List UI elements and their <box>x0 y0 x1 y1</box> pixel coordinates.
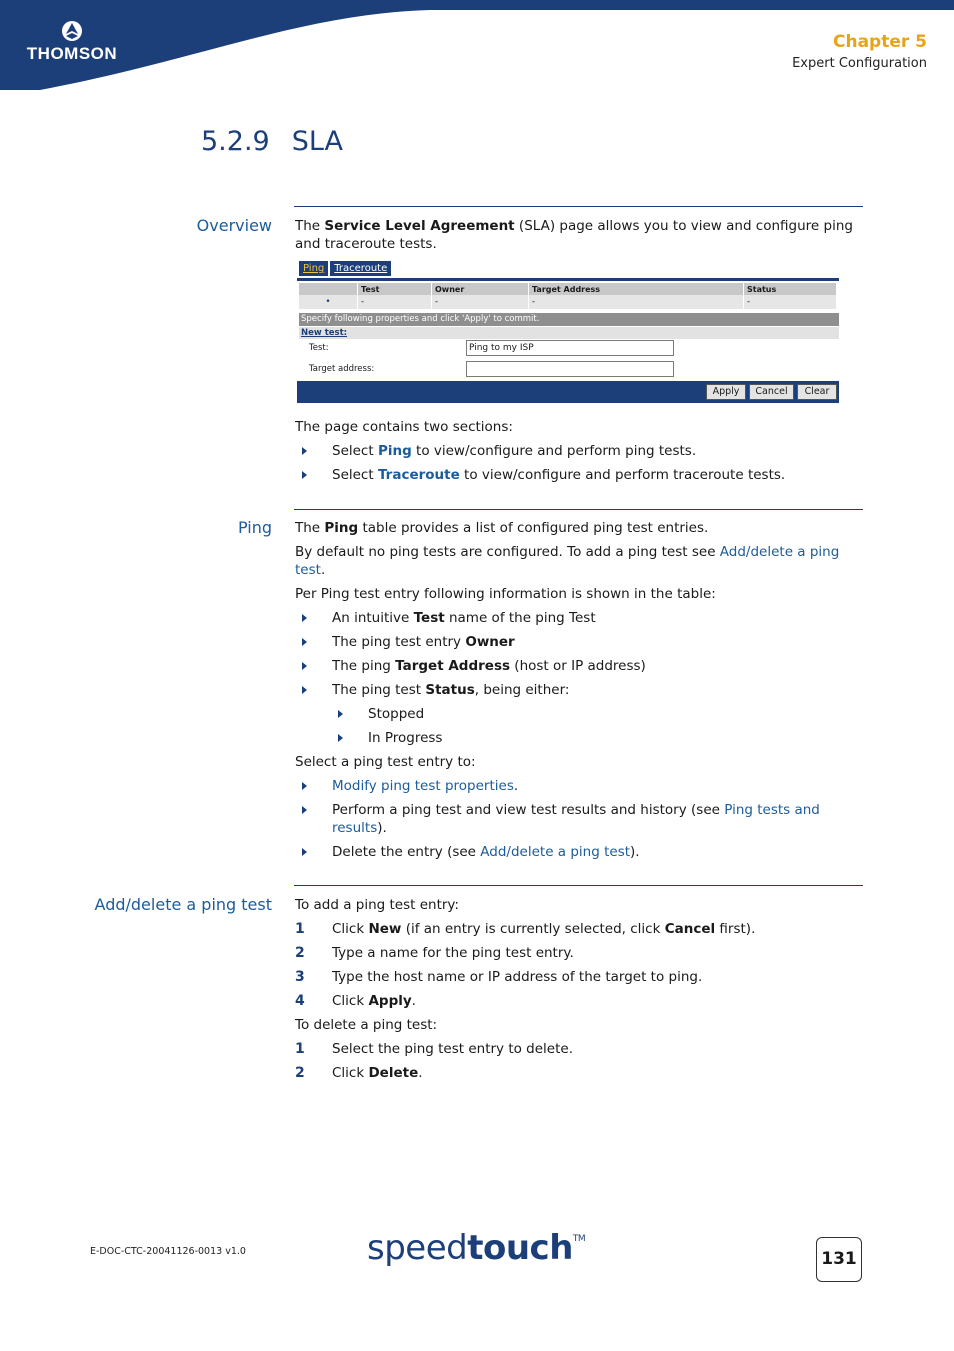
col-status: Status <box>744 283 837 295</box>
cancel-button[interactable]: Cancel <box>749 384 794 400</box>
list-item: The ping test Status, being either: <box>295 681 865 699</box>
row-select-marker[interactable]: • <box>299 295 358 309</box>
page-number: 131 <box>816 1237 862 1282</box>
new-test-label: New test: <box>299 327 839 339</box>
target-address-label: Target address: <box>309 364 375 374</box>
list-item: Stopped <box>295 705 865 723</box>
add-delete-link[interactable]: Add/delete a ping <box>719 544 840 560</box>
add-intro: To add a ping test entry: <box>295 897 459 913</box>
list-item: Perform a ping test and view test results and history (see Ping tests and results). <box>295 801 865 837</box>
modify-link[interactable]: Modify ping test properties <box>332 778 514 794</box>
chapter-subtitle: Expert Configuration <box>792 56 927 71</box>
ping-link[interactable]: Ping <box>377 443 412 459</box>
ping-p3: Per Ping test entry following information is shown in the table: <box>295 586 716 602</box>
ping-rule <box>294 509 863 510</box>
list-item: Select Ping to view/configure and perform ping tests. <box>295 442 865 460</box>
list-item: Select Traceroute to view/configure and perform traceroute tests. <box>295 466 865 484</box>
section-name: SLA <box>291 126 343 157</box>
list-item: 4 Click Apply. <box>295 993 416 1009</box>
list-item: 3 Type the host name or IP address of the target to ping. <box>295 969 703 985</box>
overview-side-heading: Overview <box>196 216 272 235</box>
ping-p4: Select a ping test entry to: <box>295 754 476 770</box>
target-address-input[interactable] <box>466 361 674 377</box>
list-item: The ping Target Address (host or IP address) <box>295 657 865 675</box>
thomson-logo <box>22 20 122 64</box>
list-item: 1 Click New (if an entry is currently selected, click Cancel first). <box>295 921 756 937</box>
adddelete-content <box>295 896 865 1088</box>
add-delete-link-2[interactable]: Add/delete a ping test <box>480 844 631 860</box>
apply-button[interactable]: Apply <box>706 384 746 400</box>
list-item: 2 Click Delete. <box>295 1065 423 1081</box>
add-delete-link-cont[interactable]: test <box>295 562 321 578</box>
traceroute-link[interactable]: Traceroute <box>377 467 460 483</box>
list-item: 1 Select the ping test entry to delete. <box>295 1041 573 1057</box>
tab-ping[interactable]: Ping <box>299 261 328 276</box>
list-item: Modify ping test properties. <box>295 777 865 795</box>
speedtouch-logo: speedtouch™ <box>367 1228 586 1268</box>
sla-screenshot <box>297 261 839 406</box>
clear-button[interactable]: Clear <box>797 384 837 400</box>
adddelete-side-heading: Add/delete a ping test <box>94 895 272 914</box>
list-item: An intuitive Test name of the ping Test <box>295 609 865 627</box>
list-item: Delete the entry (see Add/delete a ping test). <box>295 843 865 861</box>
col-owner: Owner <box>432 283 529 295</box>
tab-traceroute[interactable]: Traceroute <box>330 261 391 276</box>
adddelete-rule <box>294 885 863 886</box>
overview-rule <box>294 206 863 207</box>
chapter-title: Chapter 5 <box>832 32 927 52</box>
col-target-address: Target Address <box>529 283 744 295</box>
chapter-heading <box>792 32 927 71</box>
overview-intro: The Service Level Agreement (SLA) page allows you to view and configure ping and traceroute tests. <box>295 218 853 252</box>
thomson-logo-icon <box>61 20 83 42</box>
list-item: The ping test entry Owner <box>295 633 865 651</box>
ping-table <box>299 283 837 309</box>
test-name-input[interactable]: Ping to my ISP <box>466 340 674 356</box>
list-item: 2 Type a name for the ping test entry. <box>295 945 574 961</box>
list-item: In Progress <box>295 729 865 747</box>
del-intro: To delete a ping test: <box>295 1017 438 1033</box>
sla-tabs <box>299 261 393 278</box>
test-label: Test: <box>309 343 329 353</box>
logo-text: THOMSON <box>26 44 118 63</box>
ping-results-link-cont[interactable]: results <box>332 820 378 836</box>
section-title <box>201 126 343 157</box>
ping-table-header <box>299 283 837 295</box>
ping-content <box>295 519 865 867</box>
col-test: Test <box>358 283 432 295</box>
ping-results-link[interactable]: Ping tests and <box>724 802 820 818</box>
section-number: 5.2.9 <box>201 126 270 157</box>
sla-top-bar <box>297 278 839 281</box>
doc-id: E-DOC-CTC-20041126-0013 v1.0 <box>90 1246 246 1257</box>
overview-content <box>295 217 865 259</box>
sections-intro: The page contains two sections: <box>295 419 513 435</box>
table-row[interactable]: • - - - - <box>299 295 837 309</box>
ping-p2: By default no ping tests are configured. To add a ping test see Add/delete a ping test. <box>295 544 840 578</box>
instruction-bar: Specify following properties and click 'Apply' to commit. <box>299 313 839 326</box>
overview-sections <box>295 418 865 490</box>
ping-side-heading: Ping <box>237 518 272 537</box>
ping-p1: The Ping table provides a list of configured ping test entries. <box>295 520 709 536</box>
